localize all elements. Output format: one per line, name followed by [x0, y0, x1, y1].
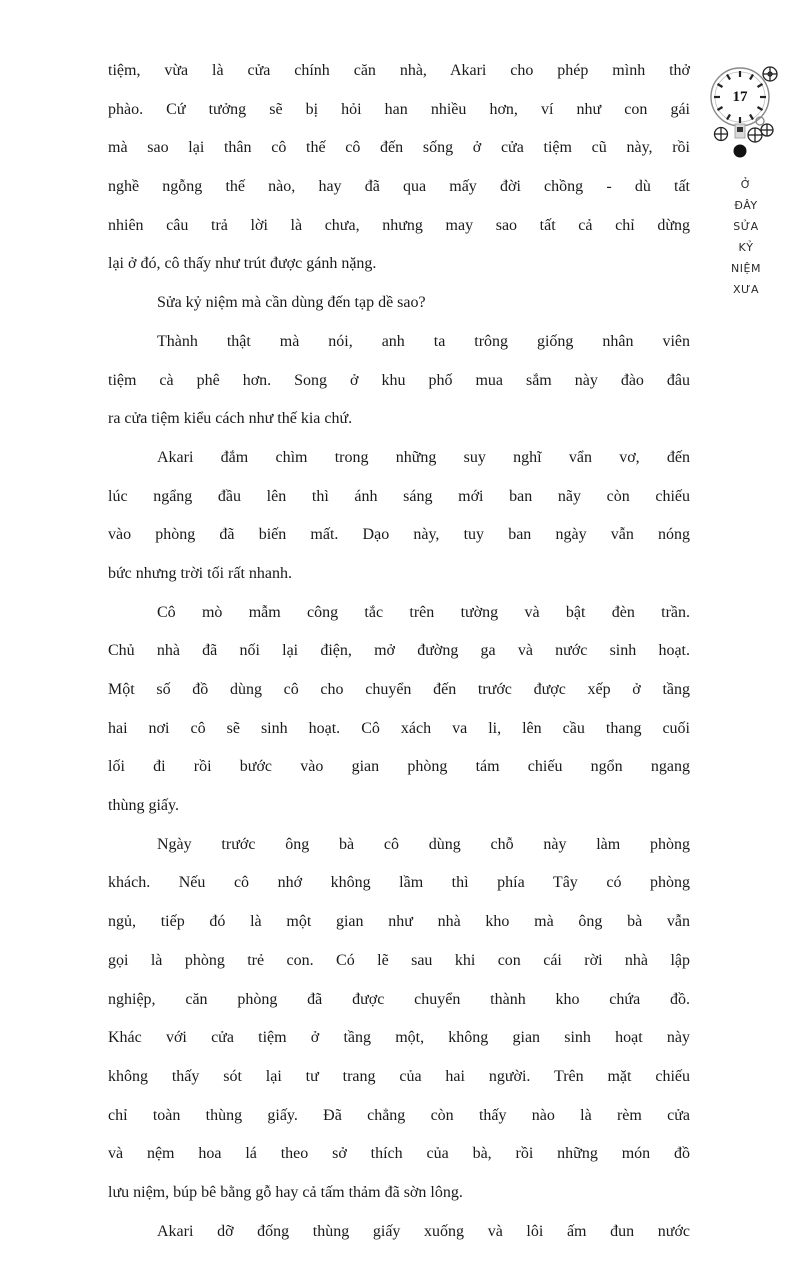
text-line: Cô mò mẫm công tắc trên tường và bật đèn trần. [157, 603, 690, 621]
text-line: không thấy sót lại tư trang của hai người. Trên mặt chiếu [108, 1067, 690, 1085]
text-line: tiệm cà phê hơn. Song ở khu phố mua sắm này đào đâu [108, 371, 690, 389]
text-line: và nệm hoa lá theo sở thích của bà, rồi những món đồ [108, 1145, 690, 1163]
text-line: Khác với cửa tiệm ở tầng một, không gian sinh hoạt này [108, 1029, 690, 1047]
running-title-line: Ở [740, 178, 752, 191]
text-line: Akari dỡ đống thùng giấy xuống và lôi ấm đun nước [157, 1222, 690, 1240]
text-line: nghiệp, căn phòng đã được chuyển thành kho chứa đồ. [108, 990, 690, 1008]
text-line: hai nơi cô sẽ sinh hoạt. Cô xách va li, lên cầu thang cuối [108, 719, 690, 737]
text-line: nghề ngỗng thế nào, hay đã qua mấy đời chồng - dù tất [108, 178, 690, 196]
text-line: gọi là phòng trẻ con. Có lẽ sau khi con cái rời nhà lập [108, 951, 690, 969]
text-line: mà sao lại thân cô thế cô đến sống ở cửa tiệm cũ này, rồi [108, 139, 690, 157]
text-line: nhiên câu trả lời là chưa, nhưng may sao tất cả chỉ dừng [108, 216, 690, 234]
clock-with-gears-icon [708, 64, 784, 164]
text-line: Sửa kỷ niệm mà cần dùng đến tạp dề sao? [157, 294, 426, 312]
running-title-line: ĐÂY [734, 199, 758, 212]
page-number: 17 [732, 89, 748, 105]
running-title-line: NIỆM [731, 262, 761, 275]
running-title [708, 174, 784, 300]
text-line: lối đi rồi bước vào gian phòng tám chiếu ngổn ngang [108, 758, 690, 776]
text-line: khách. Nếu cô nhớ không lầm thì phía Tây có phòng [108, 874, 690, 892]
text-line: Chủ nhà đã nối lại điện, mở đường ga và nước sinh hoạt. [108, 642, 690, 660]
margin-column [708, 64, 784, 300]
text-line: Thành thật mà nói, anh ta trông giống nhân viên [157, 332, 690, 350]
text-line: Một số đồ dùng cô cho chuyển đến trước được xếp ở tầng [108, 681, 690, 698]
text-line: lúc ngẩng đầu lên thì ánh sáng mới ban nãy còn chiếu [108, 487, 690, 505]
text-line: Akari đắm chìm trong những suy nghĩ vẩn vơ, đến [157, 448, 690, 466]
text-line: phào. Cứ tưởng sẽ bị hỏi han nhiều hơn, ví như con gái [108, 100, 690, 118]
text-line: tiệm, vừa là cửa chính căn nhà, Akari cho phép mình thở [108, 62, 690, 79]
clock-svg [708, 64, 784, 164]
page-body-text [108, 62, 690, 1261]
text-line: ra cửa tiệm kiểu cách như thế kia chứ. [108, 410, 353, 428]
text-line: thùng giấy. [108, 797, 179, 815]
text-line: bức nhưng trời tối rất nhanh. [108, 564, 292, 582]
running-title-line: KỶ [738, 241, 754, 254]
running-title-line: SỬA [733, 220, 759, 233]
text-line: lưu niệm, búp bê bằng gỗ hay cả tấm thảm đã sờn lông. [108, 1183, 463, 1201]
text-line: vào phòng đã biến mất. Dạo này, tuy ban ngày vẫn nóng [108, 526, 690, 544]
running-title-line: XƯA [733, 283, 759, 296]
text-line: lại ở đó, cô thấy như trút được gánh nặng. [108, 255, 377, 273]
text-line: Ngày trước ông bà cô dùng chỗ này làm phòng [157, 835, 690, 853]
text-line: chỉ toàn thùng giấy. Đã chẳng còn thấy nào là rèm cửa [108, 1106, 690, 1124]
text-line: ngủ, tiếp đó là một gian như nhà kho mà ông bà vẫn [108, 913, 690, 931]
